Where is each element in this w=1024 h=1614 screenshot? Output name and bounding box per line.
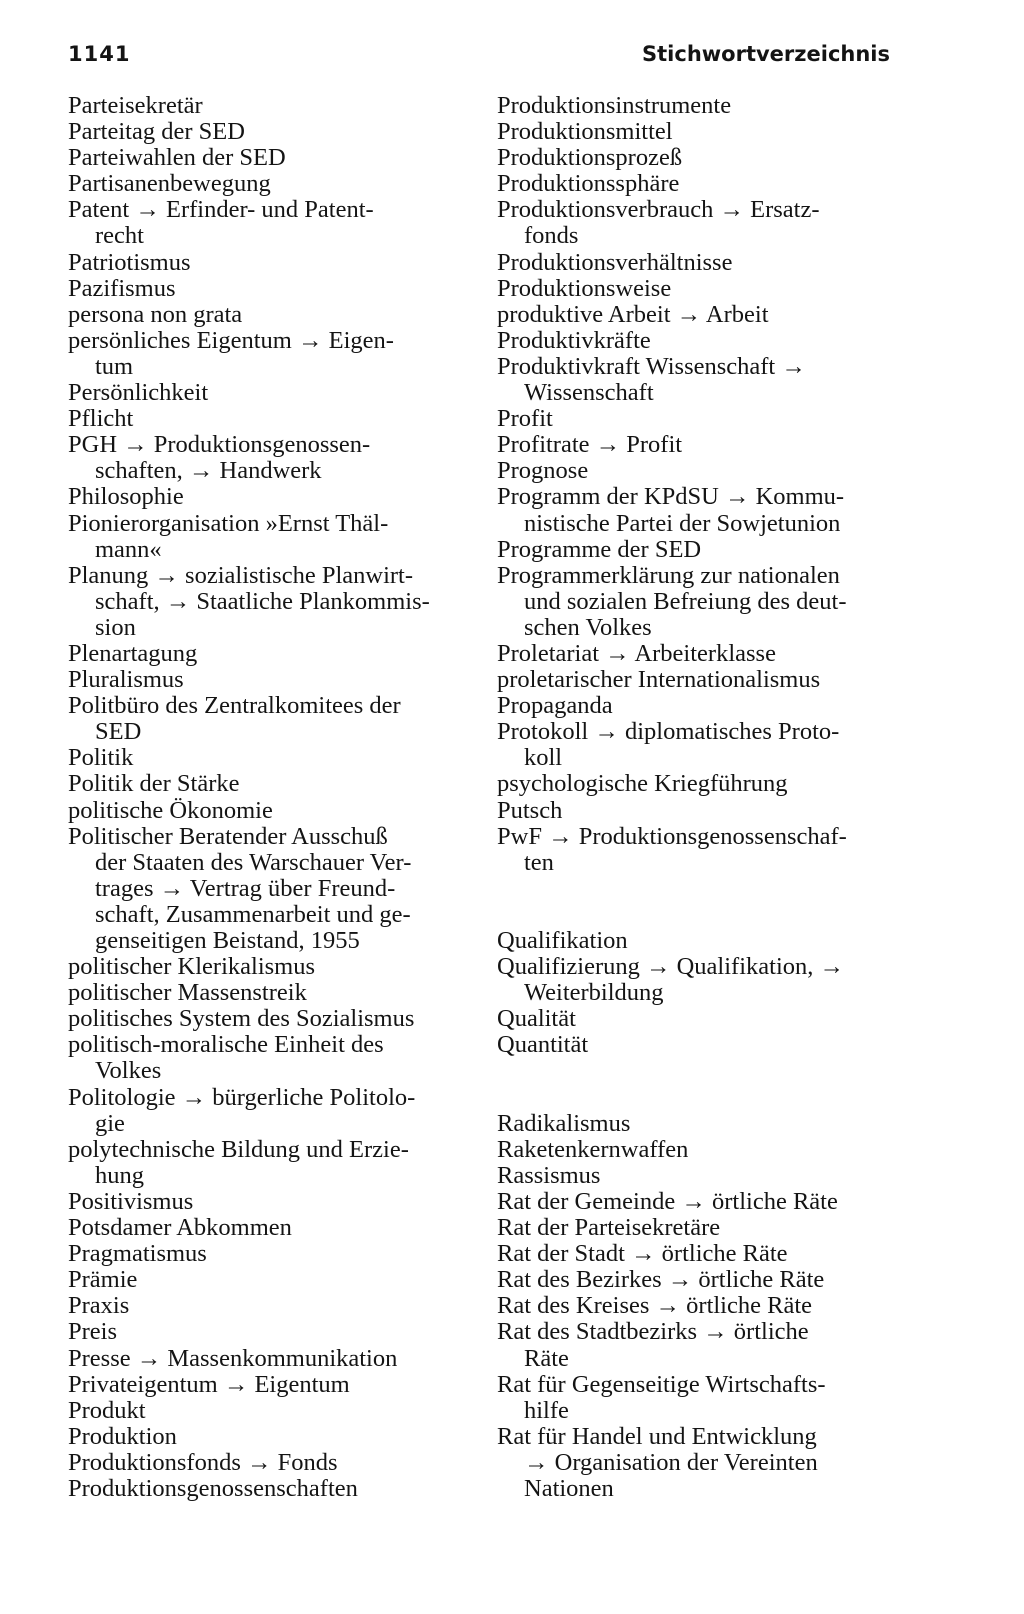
index-entry: Patriotismus: [68, 248, 191, 276]
index-entry: polytechnische Bildung und Erzie-: [68, 1135, 409, 1163]
index-entry: Potsdamer Abkommen: [68, 1214, 292, 1242]
index-entry: Profit: [497, 405, 553, 433]
index-entry: Rat des Stadtbezirks → örtliche: [497, 1318, 809, 1346]
index-entry: Politischer Beratender Ausschuß: [68, 822, 388, 850]
index-entry-continuation: mann«: [95, 535, 162, 563]
index-entry-continuation: Räte: [524, 1344, 569, 1372]
index-entry-continuation: → Organisation der Vereinten: [524, 1448, 818, 1476]
index-entry: Rat der Parteisekretäre: [497, 1214, 721, 1242]
index-entry: Produktionsinstrumente: [497, 92, 732, 119]
index-entry-continuation: trages → Vertrag über Freund-: [95, 874, 396, 902]
index-entry: Protokoll → diplomatisches Proto-: [497, 718, 840, 746]
index-entry-continuation: koll: [524, 744, 563, 772]
index-entry: Rassismus: [497, 1161, 601, 1189]
index-entry: politischer Massenstreik: [68, 979, 307, 1007]
index-entry: Quantität: [497, 1031, 589, 1059]
index-entry-continuation: SED: [95, 718, 142, 746]
section-gap: [497, 1058, 895, 1110]
index-entry: Qualifikation: [497, 927, 628, 954]
index-entry: Produktionsfonds → Fonds: [68, 1448, 338, 1476]
index-entry: Produktionsverbrauch → Ersatz-: [497, 196, 820, 224]
index-entry-continuation: Weiterbildung: [524, 979, 664, 1007]
index-entry-continuation: hung: [95, 1161, 144, 1189]
index-entry-continuation: schaft, Zusammenarbeit und ge-: [95, 900, 411, 928]
index-column-right: [497, 93, 895, 1502]
index-entry-continuation: hilfe: [524, 1396, 569, 1424]
index-entry: produktive Arbeit → Arbeit: [497, 300, 769, 328]
index-entry: Programmerklärung zur nationalen: [497, 561, 840, 589]
index-entry: Raketenkernwaffen: [497, 1135, 689, 1163]
index-entry: Preis: [68, 1318, 117, 1346]
index-entry-continuation: schaft, → Staatliche Plankommis-: [95, 587, 430, 615]
index-entry-continuation: der Staaten des Warschauer Ver-: [95, 848, 412, 876]
index-entry: Radikalismus: [497, 1109, 631, 1137]
index-entry-continuation: gie: [95, 1109, 125, 1137]
index-entry: Produktionsprozeß: [497, 144, 683, 172]
index-entry-continuation: genseitigen Beistand, 1955: [95, 927, 360, 954]
page-number: 1141: [68, 42, 131, 66]
index-entry: Parteiwahlen der SED: [68, 144, 286, 172]
index-entry: Politik der Stärke: [68, 770, 240, 798]
index-entry-continuation: Nationen: [524, 1474, 614, 1502]
index-entry: Positivismus: [68, 1187, 194, 1215]
index-entry: Propaganda: [497, 692, 613, 720]
index-entry: Politologie → bürgerliche Politolo-: [68, 1083, 416, 1111]
index-entry: Produktionsgenossenschaften: [68, 1474, 358, 1502]
index-entry-continuation: schaften, → Handwerk: [95, 457, 322, 485]
index-entry-continuation: ten: [524, 848, 554, 876]
index-entry: PGH → Produktionsgenossen-: [68, 431, 371, 459]
index-entry-continuation: Wissenschaft: [524, 379, 654, 407]
index-entry: Produktivkräfte: [497, 326, 651, 354]
index-entry: Rat für Handel und Entwicklung: [497, 1422, 817, 1450]
index-entry: proletarischer Internationalismus: [497, 666, 821, 694]
index-entry: politisches System des Sozialismus: [68, 1005, 415, 1033]
index-entry: psychologische Kriegführung: [497, 770, 788, 798]
index-entry: Programme der SED: [497, 535, 702, 563]
index-entry-continuation: und sozialen Befreiung des deut-: [524, 587, 847, 615]
index-entry: Produktivkraft Wissenschaft →: [497, 352, 806, 380]
index-entry: Partisanenbewegung: [68, 170, 271, 198]
index-entry: Praxis: [68, 1292, 130, 1320]
index-entry: Persönlichkeit: [68, 379, 209, 407]
index-entry: Putsch: [497, 796, 563, 824]
index-entry: Profitrate → Profit: [497, 431, 683, 459]
index-entry: Qualität: [497, 1005, 576, 1033]
index-entry: Pflicht: [68, 405, 134, 433]
index-entry: Philosophie: [68, 483, 184, 511]
index-entry: Presse → Massenkommunikation: [68, 1344, 398, 1372]
index-entry: Prognose: [497, 457, 589, 485]
index-entry: Planung → sozialistische Planwirt-: [68, 561, 413, 589]
index-entry: persona non grata: [68, 300, 243, 328]
index-entry-continuation: tum: [95, 352, 134, 380]
index-entry-continuation: sion: [95, 613, 136, 641]
index-entry-continuation: schen Volkes: [524, 613, 652, 641]
index-entry: Pluralismus: [68, 666, 184, 694]
index-entry-continuation: nistische Partei der Sowjetunion: [524, 509, 841, 537]
index-entry: Privateigentum → Eigentum: [68, 1370, 350, 1398]
index-entry: Proletariat → Arbeiterklasse: [497, 639, 776, 667]
index-entry: Produktionsweise: [497, 274, 672, 302]
index-entry: politische Ökonomie: [68, 796, 273, 824]
index-entry: Produkt: [68, 1396, 146, 1424]
index-entry: Patent → Erfinder- und Patent-: [68, 196, 374, 224]
index-entry: Rat für Gegenseitige Wirtschafts-: [497, 1370, 826, 1398]
index-entry: Pragmatismus: [68, 1240, 207, 1268]
index-entry: Politik: [68, 744, 134, 772]
index-entry: Parteitag der SED: [68, 118, 245, 146]
index-entry: Rat der Stadt → örtliche Räte: [497, 1240, 788, 1268]
index-entry: Produktion: [68, 1422, 177, 1450]
index-entry: Qualifizierung → Qualifikation, →: [497, 953, 844, 981]
index-entry: PwF → Produktionsgenossenschaf-: [497, 822, 847, 850]
index-entry: Programm der KPdSU → Kommu-: [497, 483, 845, 511]
section-gap: [497, 876, 895, 928]
index-entry: Rat des Kreises → örtliche Räte: [497, 1292, 813, 1320]
index-entry: politisch-moralische Einheit des: [68, 1031, 384, 1059]
index-entry-continuation: Volkes: [95, 1057, 162, 1085]
index-column-left: [68, 93, 463, 1502]
index-entry: Produktionssphäre: [497, 170, 680, 198]
index-entry: politischer Klerikalismus: [68, 953, 315, 981]
index-entry: persönliches Eigentum → Eigen-: [68, 326, 394, 354]
index-entry: Rat der Gemeinde → örtliche Räte: [497, 1187, 838, 1215]
index-entry: Parteisekretär: [68, 92, 203, 119]
index-entry: Pazifismus: [68, 274, 176, 302]
index-entry: Prämie: [68, 1266, 138, 1294]
index-entry: Pionierorganisation »Ernst Thäl-: [68, 509, 389, 537]
index-entry: Plenartagung: [68, 639, 198, 667]
index-entry-continuation: recht: [95, 222, 144, 250]
index-entry: Produktionsmittel: [497, 118, 673, 146]
index-entry: Politbüro des Zentralkomitees der: [68, 692, 401, 720]
index-entry-continuation: fonds: [524, 222, 579, 250]
index-entry: Rat des Bezirkes → örtliche Räte: [497, 1266, 825, 1294]
index-entry: Produktionsverhältnisse: [497, 248, 733, 276]
running-head: Stichwortverzeichnis: [642, 42, 890, 66]
